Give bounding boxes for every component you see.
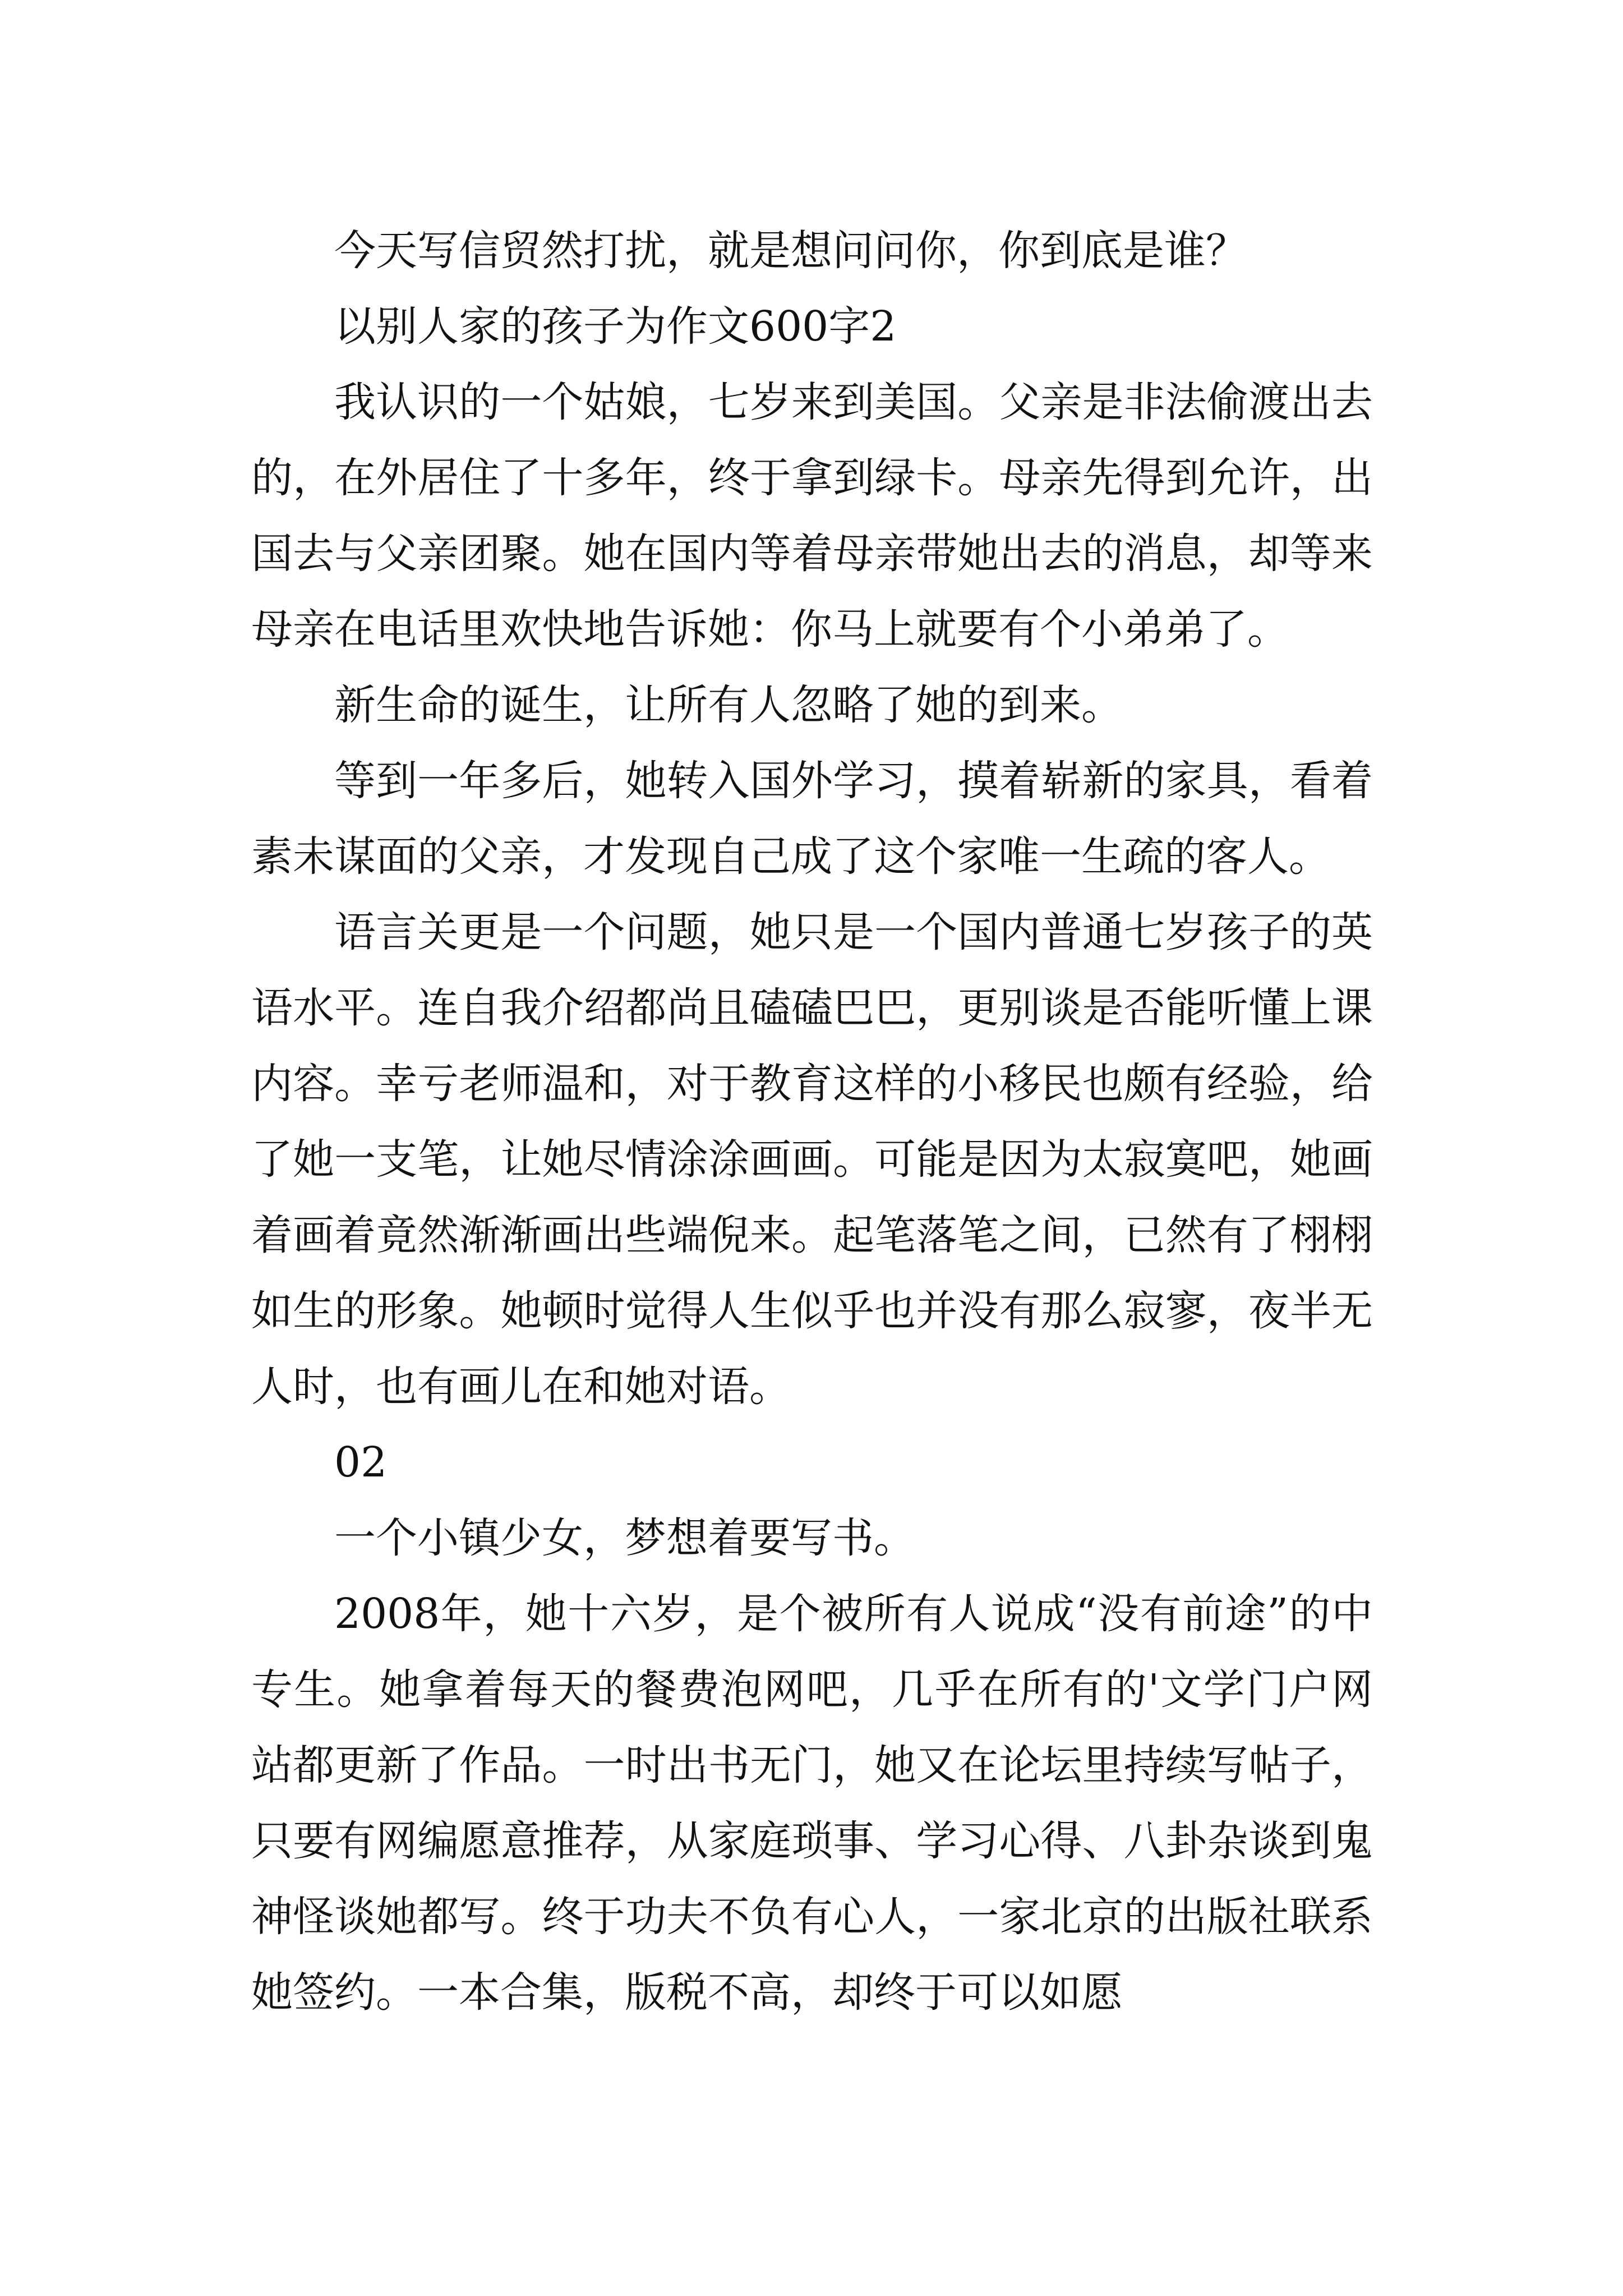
paragraph-language-barrier: 语言关更是一个问题，她只是一个国内普通七岁孩子的英语水平。连自我介绍都尚且磕磕巴巴，更别谈是否能听懂上课内容。幸亏老师温和，对于教育这样的小移民也颇有经验，给了她一支笔，让她尽情涂涂画画。可能是因为太寂寞吧，她画着画着竟然渐渐画出些端倪来。起笔落笔之间，已然有了栩栩如生的形象。她顿时觉得人生似乎也并没有那么寂寥，夜半无人时，也有画儿在和她对语。 [251,908,1373,1411]
paragraph-greeting: 今天写信贸然打扰，就是想问问你，你到底是谁？ [334,227,1247,275]
paragraph-town-girl: 一个小镇少女，梦想着要写书。 [334,1514,915,1562]
paragraph-writing-story: 2008年，她十六岁，是个被所有人说成“没有前途”的中专生。她拿着每天的餐费泡网吧，几乎在所有的'文学门户网站都更新了作品。一时出书无门，她又在论坛里持续写帖子，只要有网编愿意推荐，从家庭琐事、学习心得、八卦杂谈到鬼神怪谈她都写。终于功夫不负有心人，一家北京的出版社联系她签约。一本合集，版税不高，却终于可以如愿 [251,1590,1373,2017]
document-body [251,213,1373,2031]
paragraph-new-life: 新生命的诞生，让所有人忽略了她的到来。 [334,681,1123,729]
paragraph-girl-intro: 我认识的一个姑娘，七岁来到美国。父亲是非法偷渡出去的，在外居住了十多年，终于拿到绿卡。母亲先得到允许，出国去与父亲团聚。她在国内等着母亲带她出去的消息，却等来母亲在电话里欢快地告诉她：你马上就要有个小弟弟了。 [251,378,1373,654]
section-number: 02 [334,1438,388,1487]
paragraph-title: 以别人家的孩子为作文600字2 [334,302,897,351]
paragraph-stranger-guest: 等到一年多后，她转入国外学习，摸着崭新的家具，看着素未谋面的父亲，才发现自己成了这个家唯一生疏的客人。 [251,757,1373,881]
